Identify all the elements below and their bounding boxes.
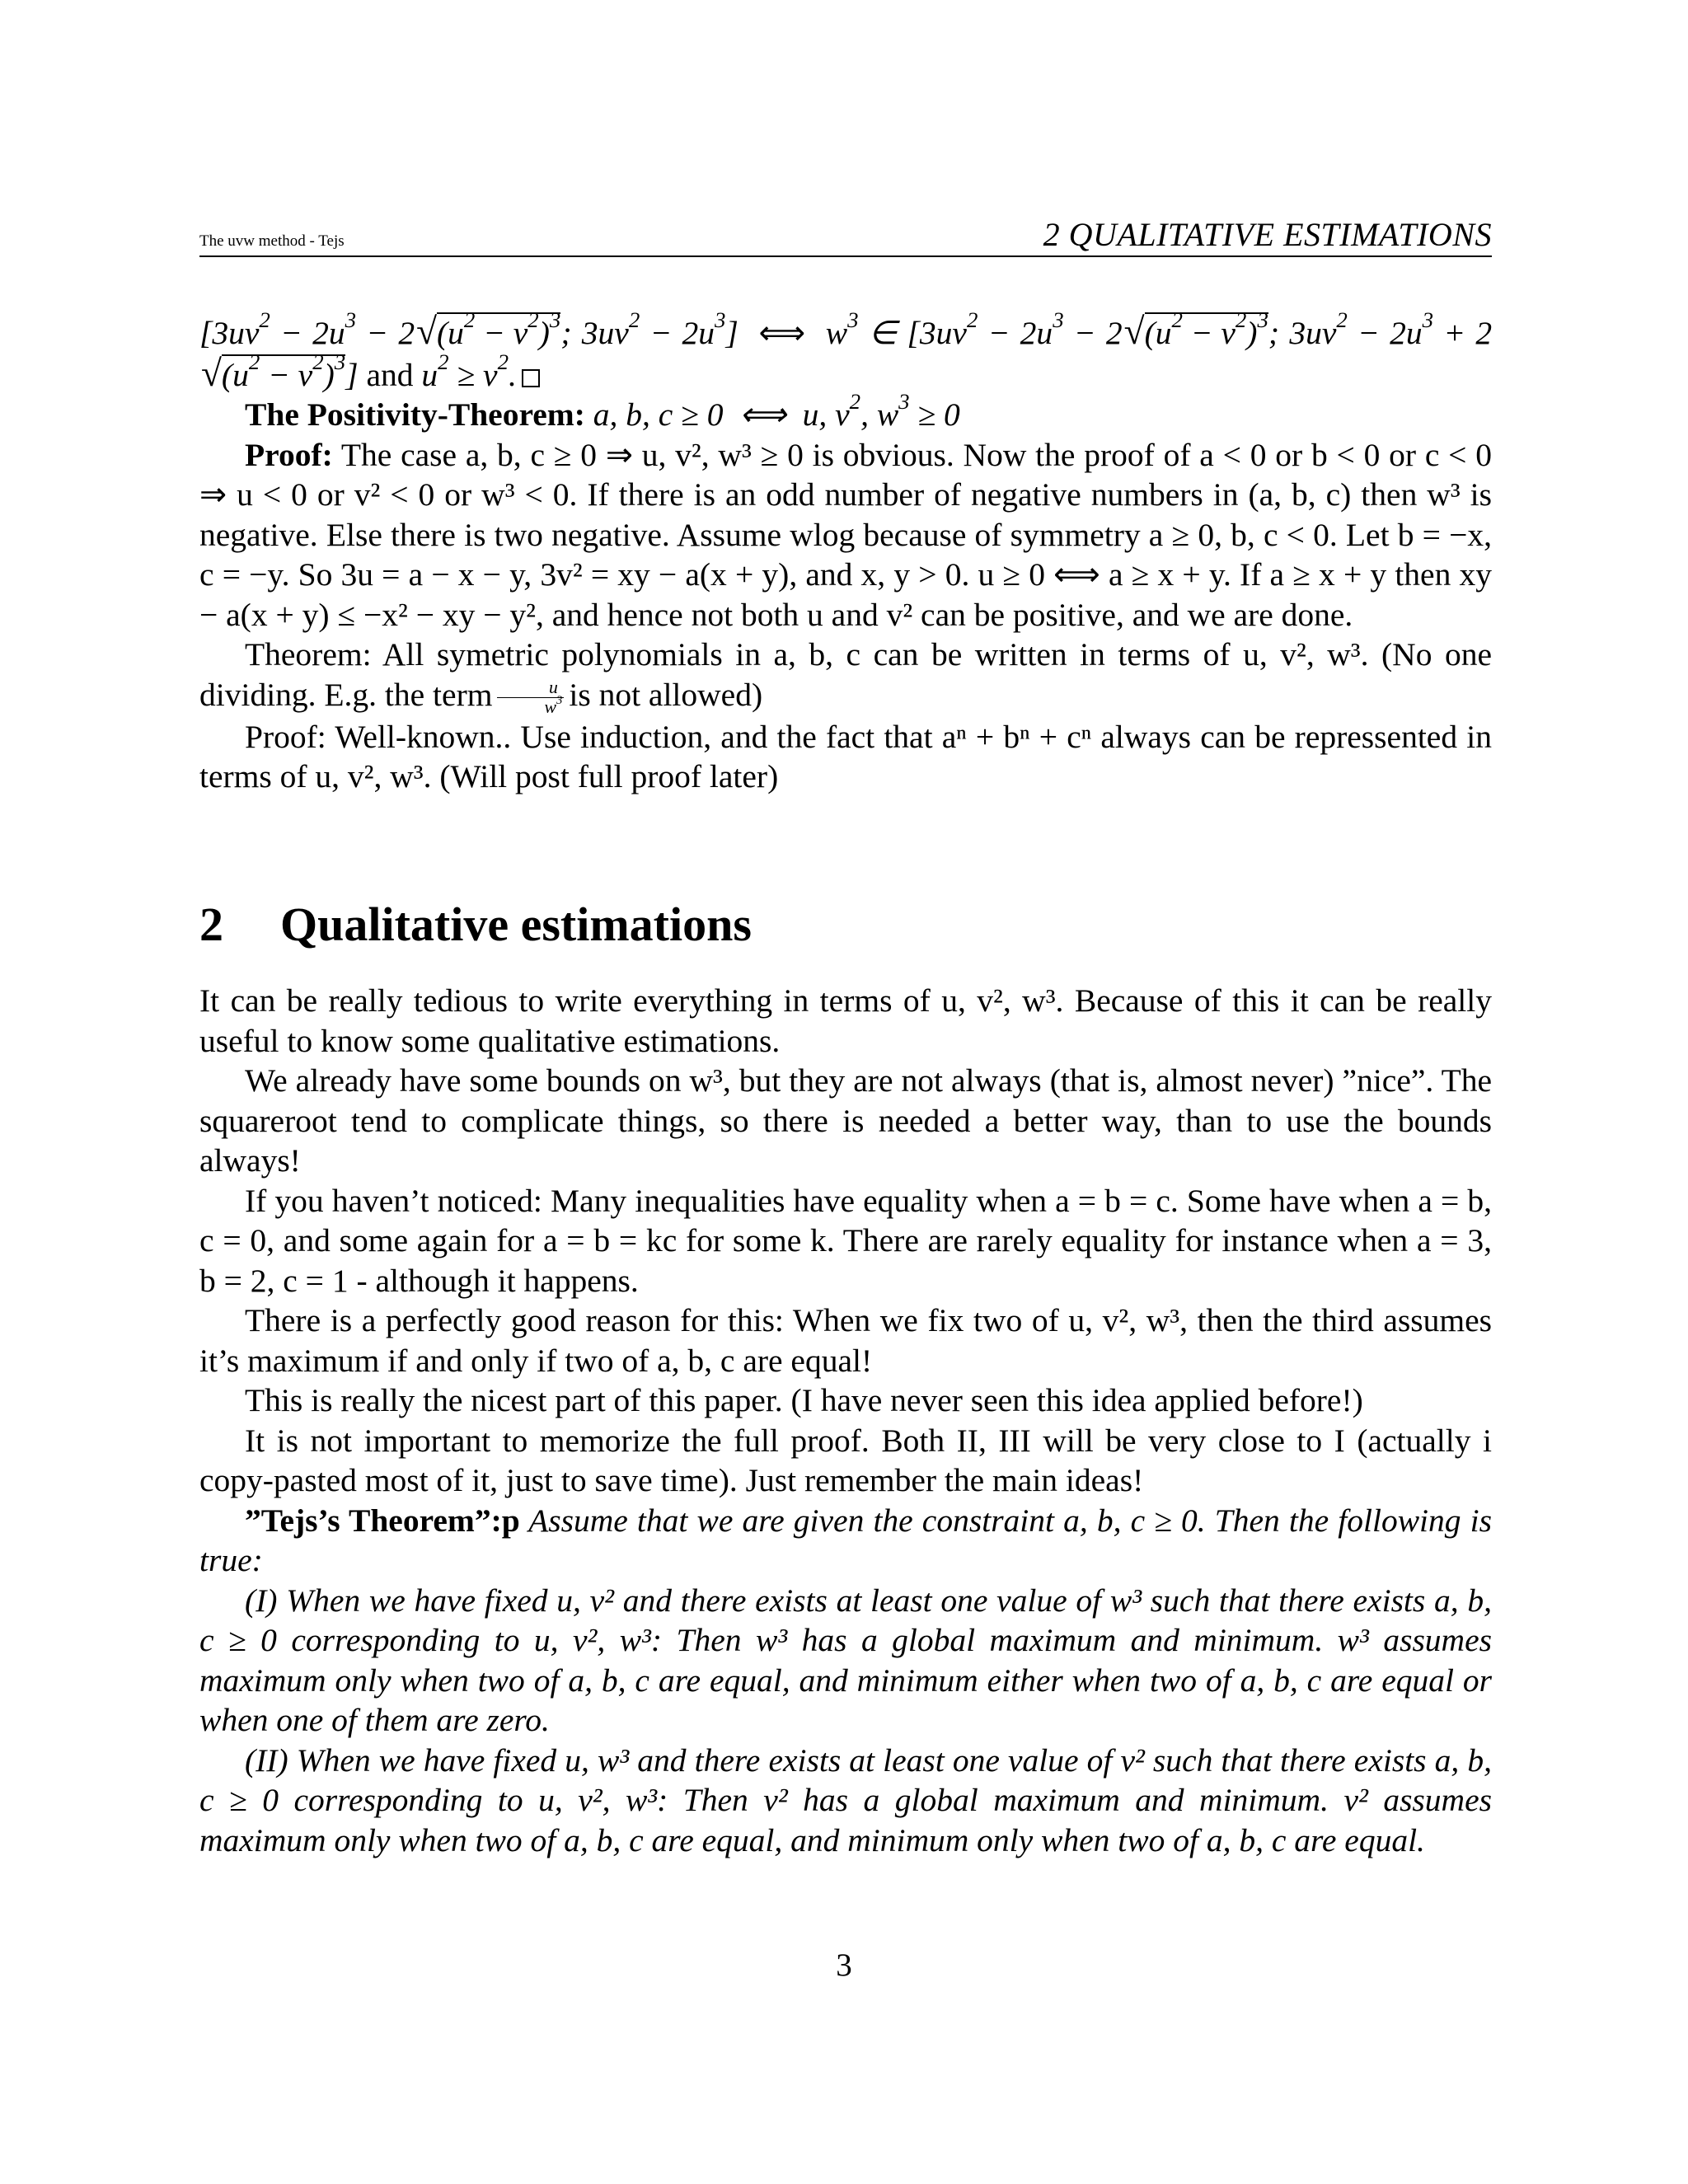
symmetric-theorem: Theorem: All symetric polynomials in a, b, c can be written in terms of u, v², w³. (No one dividing. E.g. the term $\frac{u}{w^3}$ is not allowed)	[199, 636, 1492, 717]
tejs-theorem: ”Tejs’s Theorem”:p Assume that we are given the constraint a, b, c ≥ 0. Then the following is true:	[199, 1502, 1492, 1578]
paragraph-1: It can be really tedious to write everything in terms of u, v², w³. Because of this it can be really useful to know some qualitative estimations.	[199, 982, 1492, 1059]
paragraph-2: We already have some bounds on w³, but they are not always (that is, almost never) ”nice”. The squareroot tend to complicate things, so there is needed a better way, than to use the bounds always!	[199, 1062, 1492, 1179]
running-header	[199, 208, 1492, 257]
symmetric-proof: Proof: Well-known.. Use induction, and the fact that aⁿ + bⁿ + cⁿ always can be repressented in terms of u, v², w³. (Will post full proof later)	[199, 718, 1492, 795]
page-number: 3	[836, 1947, 852, 1983]
paragraph-6: It is not important to memorize the full proof. Both II, III will be very close to I (actually i copy-pasted most of it, just to save time). Just remember the main ideas!	[199, 1422, 1492, 1498]
positivity-proof: Proof: The case a, b, c ≥ 0 ⇒ u, v², w³ ≥ 0 is obvious. Now the proof of a < 0 or b < 0 or c < 0 ⇒ u < 0 or v² < 0 or w³ < 0. If there is an odd number of negative numbers in (a, b, c) then w³ is negative. Else there is two negative. Assume wlog because of symmetry a ≥ 0, b, c < 0. Let b = −x, c = −y. So 3u = a − x − y, 3v² = xy − a(x + y), and x, y > 0. u ≥ 0 ⟺ a ≥ x + y. If a ≥ x + y then xy − a(x + y) ≤ −x² − xy − y², and hence not both u and v² can be positive, and we are done.	[199, 436, 1492, 633]
qed-symbol	[522, 369, 540, 387]
section-body	[199, 981, 1492, 1860]
theorem-item-2: (II) When we have fixed u, w³ and there exists at least one value of v² such that there exists a, b, c ≥ 0 corresponding to u, v², w³: Then v² has a global maximum and minimum. v² assumes maximum only when two of a, b, c are equal, and minimum only when two of a, b, c are equal.	[199, 1741, 1492, 1858]
section-title: Qualitative estimations	[280, 898, 752, 951]
section-heading	[199, 897, 1492, 952]
header-rule	[199, 255, 1492, 257]
theorem-item-1: (I) When we have fixed u, v² and there exists at least one value of w³ such that there exists a, b, c ≥ 0 corresponding to u, v², w³: Then w³ has a global maximum and minimum. w³ assumes maximum only when two of a, b, c are equal, and minimum either when two of a, b, c are equal or when one of them are zero.	[199, 1582, 1492, 1738]
header-left: The uvw method - Tejs	[199, 232, 345, 250]
paragraph-5: This is really the nicest part of this paper. (I have never seen this idea applied before!)	[245, 1382, 1363, 1418]
paragraph-3: If you haven’t noticed: Many inequalities have equality when a = b = c. Some have when a = b, c = 0, and some again for a = b = kc for some k. There are rarely equality for instance when a = 3, b = 2, c = 1 - although it happens.	[199, 1182, 1492, 1299]
section-number: 2	[199, 898, 223, 951]
positivity-theorem: The Positivity-Theorem: a, b, c ≥ 0 ⟺ u, $v^2$, $w^3 \ge 0$	[245, 388, 960, 433]
bounds-formula: [$3uv^2 - 2u^3 - 2√(u^2 - v^2)^3$; $3uv^2 - 2u^3$] ⟺ $w^3$ ∈ [$3uv^2 - 2u^3 - 2√(u^2 - v^2)^3$; $3uv^2 - 2u^3 + 2√(u^2 - v^2)^3$] and $u^2 \ge v^2$.	[199, 307, 1493, 394]
u-over-w3-fraction: $\frac{u}{w^3}$	[497, 678, 564, 717]
header-right: 2 QUALITATIVE ESTIMATIONS	[1043, 216, 1492, 253]
paragraph-4: There is a perfectly good reason for this: When we fix two of u, v², w³, then the third assumes it’s maximum if and only if two of a, b, c are equal!	[199, 1302, 1492, 1379]
top-text-block	[199, 307, 1493, 797]
